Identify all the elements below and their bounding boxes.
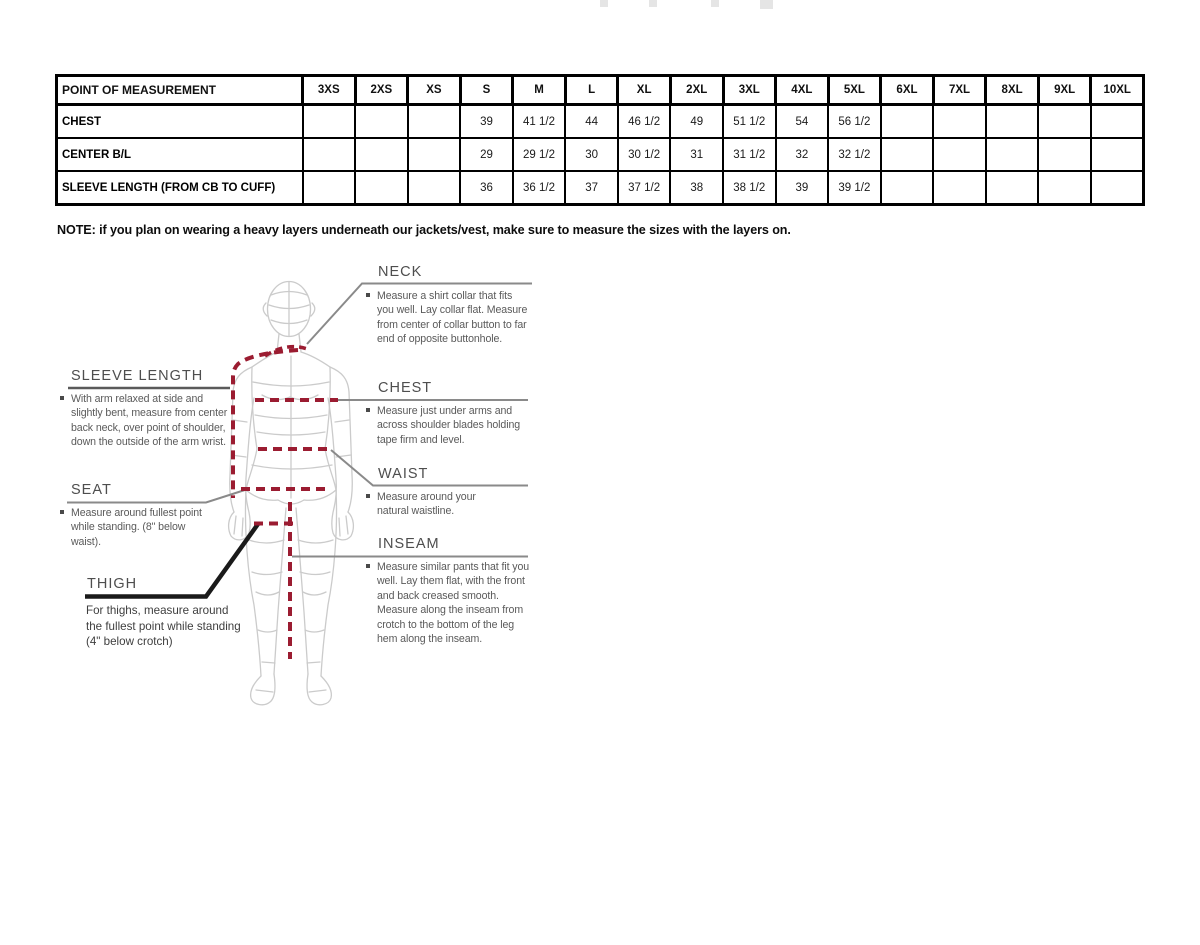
size-value-cell: 49 — [670, 105, 723, 139]
chest-heading: CHEST — [378, 380, 433, 396]
size-value-cell — [933, 105, 986, 139]
col-header-size-7XL: 7XL — [933, 76, 986, 105]
col-header-size-3XL: 3XL — [723, 76, 776, 105]
chest-instructions: Measure just under arms and across shoulder blades holding tape firm and level. — [366, 404, 542, 447]
size-value-cell: 29 — [460, 138, 513, 171]
col-header-size-XS: XS — [408, 76, 461, 105]
size-value-cell: 39 — [460, 105, 513, 139]
size-value-cell — [986, 105, 1039, 139]
size-value-cell — [1038, 105, 1091, 139]
size-value-cell: 38 1/2 — [723, 171, 776, 205]
seat-instructions: Measure around fullest point while standing. (8" below waist). — [60, 506, 220, 549]
size-value-cell — [1091, 138, 1144, 171]
bullet-icon — [60, 396, 64, 400]
col-header-size-5XL: 5XL — [828, 76, 881, 105]
size-value-cell: 29 1/2 — [513, 138, 566, 171]
size-value-cell: 46 1/2 — [618, 105, 671, 139]
size-value-cell: 44 — [565, 105, 618, 139]
size-measurement-table — [55, 74, 1145, 206]
col-header-point-of-measurement: POINT OF MEASUREMENT — [57, 76, 303, 105]
inseam-heading: INSEAM — [378, 536, 440, 552]
size-table-header-row — [57, 76, 1144, 105]
size-value-cell: 30 — [565, 138, 618, 171]
col-header-size-L: L — [565, 76, 618, 105]
row-label: SLEEVE LENGTH (FROM CB TO CUFF) — [57, 171, 303, 205]
size-value-cell — [408, 105, 461, 139]
neck-heading: NECK — [378, 264, 423, 280]
body-wireframe-figure — [229, 282, 354, 705]
size-value-cell — [408, 138, 461, 171]
size-value-cell — [355, 105, 408, 139]
seat-heading: SEAT — [71, 482, 112, 498]
collar-measure-line — [265, 347, 310, 356]
col-header-size-9XL: 9XL — [1038, 76, 1091, 105]
size-value-cell: 54 — [776, 105, 829, 139]
neck-instructions: Measure a shirt collar that fits you well. Lay collar flat. Measure from center of collar button to far end of opposite buttonhole. — [366, 289, 538, 347]
size-value-cell: 41 1/2 — [513, 105, 566, 139]
size-table-row — [57, 171, 1144, 205]
inseam-instructions: Measure similar pants that fit you well. Lay them flat, with the front and back creased smooth. Measure along the inseam from crotch to the bottom of the leg hem along the inseam. — [366, 560, 542, 646]
size-value-cell — [1091, 171, 1144, 205]
col-header-size-XL: XL — [618, 76, 671, 105]
waist-heading: WAIST — [378, 466, 429, 482]
size-value-cell — [986, 171, 1039, 205]
bullet-icon — [366, 408, 370, 412]
size-table-row — [57, 138, 1144, 171]
size-value-cell: 39 — [776, 171, 829, 205]
size-value-cell — [933, 171, 986, 205]
col-header-size-4XL: 4XL — [776, 76, 829, 105]
size-table-body — [57, 105, 1144, 205]
size-value-cell: 32 1/2 — [828, 138, 881, 171]
sleeve-length-instructions: With arm relaxed at side and slightly bent, measure from center back neck, over point of shoulder, down the outside of the arm wrist. — [60, 392, 238, 450]
size-table-row — [57, 105, 1144, 139]
size-value-cell: 36 1/2 — [513, 171, 566, 205]
sleeve-measure-line — [233, 350, 298, 498]
size-value-cell: 31 1/2 — [723, 138, 776, 171]
bullet-icon — [60, 510, 64, 514]
size-value-cell — [881, 105, 934, 139]
col-header-size-8XL: 8XL — [986, 76, 1039, 105]
layers-note: NOTE: if you plan on wearing a heavy layers underneath our jackets/vest, make sure to measure the sizes with the layers on. — [57, 223, 791, 237]
size-value-cell — [303, 138, 356, 171]
size-value-cell — [933, 138, 986, 171]
row-label: CHEST — [57, 105, 303, 139]
size-value-cell — [1091, 105, 1144, 139]
size-value-cell — [408, 171, 461, 205]
size-value-cell: 37 — [565, 171, 618, 205]
size-value-cell: 37 1/2 — [618, 171, 671, 205]
size-value-cell — [355, 138, 408, 171]
size-value-cell — [881, 171, 934, 205]
col-header-size-S: S — [460, 76, 513, 105]
size-value-cell: 31 — [670, 138, 723, 171]
bullet-icon — [366, 293, 370, 297]
size-value-cell: 39 1/2 — [828, 171, 881, 205]
size-value-cell — [303, 171, 356, 205]
waist-leader-line — [331, 450, 528, 486]
col-header-size-2XL: 2XL — [670, 76, 723, 105]
col-header-size-10XL: 10XL — [1091, 76, 1144, 105]
size-value-cell: 38 — [670, 171, 723, 205]
thigh-heading: THIGH — [87, 576, 138, 592]
bullet-icon — [366, 494, 370, 498]
size-value-cell — [355, 171, 408, 205]
size-value-cell — [1038, 138, 1091, 171]
col-header-size-M: M — [513, 76, 566, 105]
size-value-cell: 30 1/2 — [618, 138, 671, 171]
row-label: CENTER B/L — [57, 138, 303, 171]
bullet-icon — [366, 564, 370, 568]
size-value-cell — [1038, 171, 1091, 205]
size-value-cell: 36 — [460, 171, 513, 205]
col-header-size-3XS: 3XS — [303, 76, 356, 105]
size-value-cell: 32 — [776, 138, 829, 171]
waist-instructions: Measure around your natural waistline. — [366, 490, 516, 519]
size-value-cell: 51 1/2 — [723, 105, 776, 139]
size-value-cell: 56 1/2 — [828, 105, 881, 139]
size-value-cell — [303, 105, 356, 139]
col-header-size-6XL: 6XL — [881, 76, 934, 105]
sleeve-length-heading: SLEEVE LENGTH — [71, 368, 204, 384]
thigh-instructions: For thighs, measure around the fullest point while standing (4" below crotch) — [86, 604, 241, 648]
col-header-size-2XS: 2XS — [355, 76, 408, 105]
size-value-cell — [881, 138, 934, 171]
size-value-cell — [986, 138, 1039, 171]
